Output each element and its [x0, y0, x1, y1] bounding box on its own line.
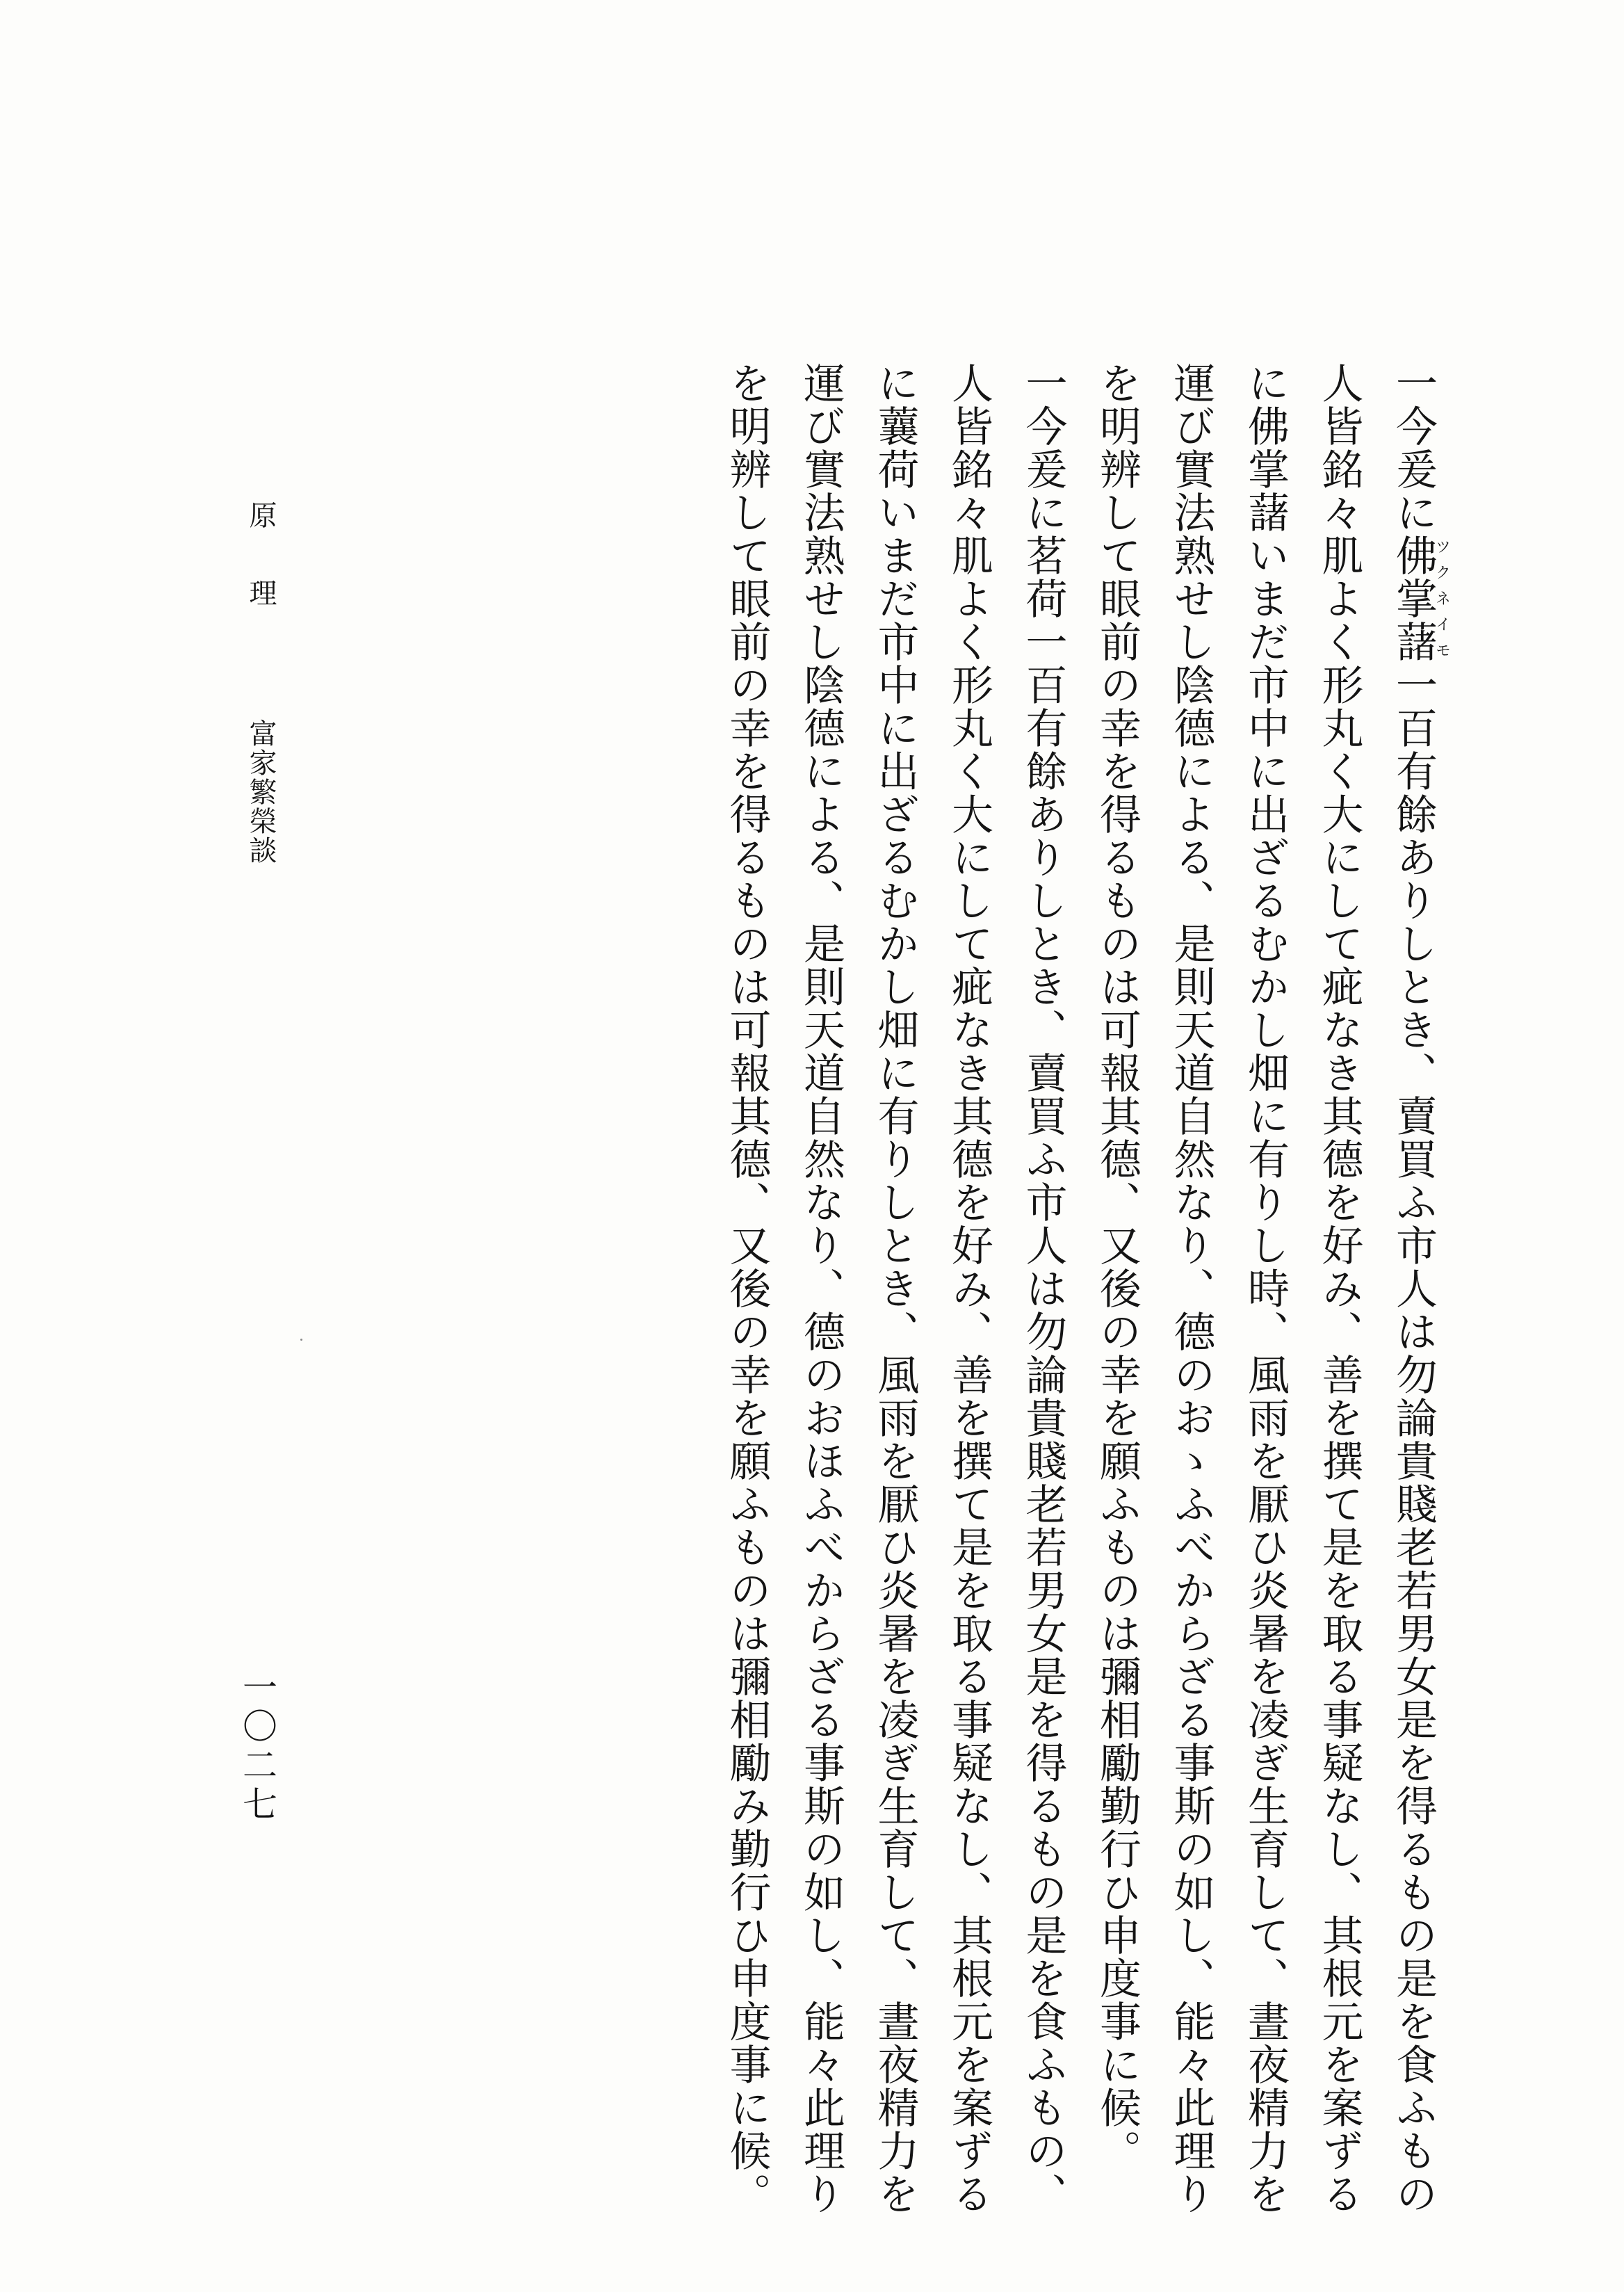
running-head-section: 原理 — [245, 501, 277, 656]
ruby-base: 佛掌藷 — [1389, 534, 1438, 663]
running-head — [240, 501, 282, 865]
entry-1-lead: 一今爰に — [1389, 362, 1438, 534]
entry-2: 一今爰に茗荷一百有餘ありしとき、賣買ふ市人は勿論貴賤老若男女是を得るもの是を食ふもの、人皆銘々肌よく形丸く大にして疵なき其德を好み、善を撰て是を取る事疑なし、其根元を案ずるに蘘荷いまだ市中に出ざるむかし畑に有りしとき、風雨を厭ひ炎暑を凌ぎ生育して、晝夜精力を運び實法熟せし陰德による、是則天道自然なり、德のおほふべからざる事斯の如し、能々此理りを明辨して眼前の幸を得るものは可報其德、又後の幸を願ふものは彌相勵み勤行ひ申度事に候。 — [722, 362, 1068, 2216]
ruby-annotation — [1389, 534, 1450, 663]
entry-1-body: 一百有餘ありしとき、賣買ふ市人は勿論貴賤老若男女是を得るもの是を食ふもの人皆銘々肌よく形丸く大にして疵なき其德を好み、善を撰て是を取る事疑なし、其根元を案ずるに佛掌藷いまだ市中に出ざるむかし畑に有りし時、風雨を厭ひ炎暑を凌ぎ生育して、晝夜精力を運び實法熟せし陰德による、是則天道自然なり、德のおゝふべからざる事斯の如し、能々此理りを明辨して眼前の幸を得るものは可報其德、又後の幸を願ふものは彌相勵勤行ひ申度事に候。 — [1093, 362, 1438, 2216]
entry-1 — [1080, 362, 1451, 2253]
body-text — [366, 362, 1450, 2253]
ruby-reading: ツクネイモ — [1433, 534, 1450, 663]
running-head-title: 富家繁榮談 — [245, 719, 277, 865]
paper-speck — [300, 1339, 302, 1341]
page-number: 一〇二七 — [237, 1669, 277, 1825]
